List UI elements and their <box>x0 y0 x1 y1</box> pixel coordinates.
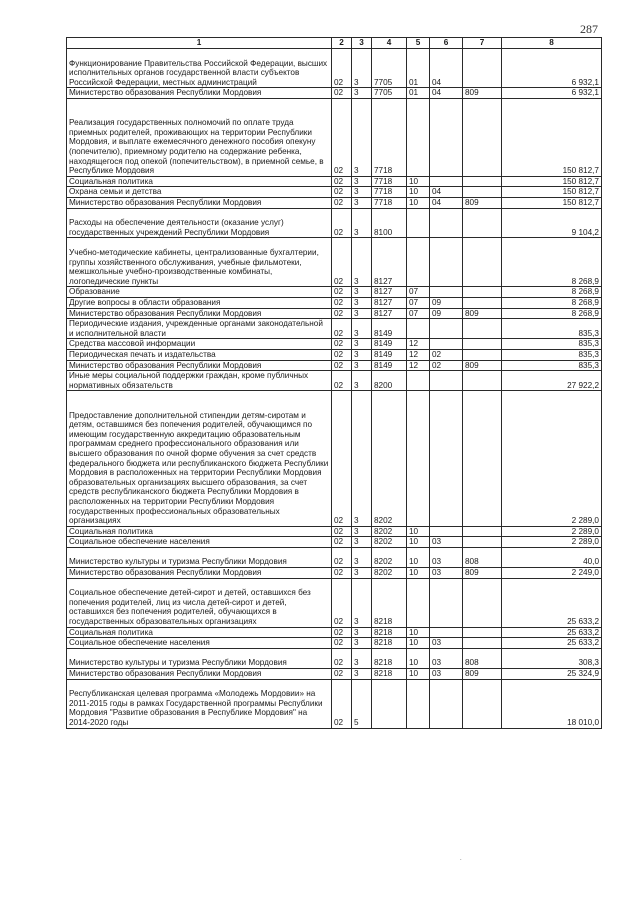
header-col-5: 5 <box>407 38 430 49</box>
table-header-row <box>67 38 602 49</box>
row-code-6 <box>430 627 463 638</box>
row-code-6: 03 <box>430 669 463 680</box>
row-code-4: 8218 <box>372 648 407 668</box>
row-code-5 <box>407 98 430 176</box>
row-code-3: 3 <box>352 391 372 526</box>
row-amount: 25 633,2 <box>502 578 602 627</box>
row-code-7 <box>463 98 502 176</box>
row-code-7 <box>463 287 502 298</box>
row-code-3: 3 <box>352 238 372 287</box>
header-col-4: 4 <box>372 38 407 49</box>
table-row <box>67 88 602 99</box>
row-code-2: 02 <box>332 308 352 319</box>
table-row <box>67 627 602 638</box>
row-code-5: 10 <box>407 187 430 198</box>
row-amount: 308,3 <box>502 648 602 668</box>
row-code-6: 03 <box>430 648 463 668</box>
row-amount: 6 932,1 <box>502 49 602 88</box>
row-code-5: 10 <box>407 627 430 638</box>
header-col-6: 6 <box>430 38 463 49</box>
row-name: Социальная политика <box>67 176 332 187</box>
row-name: Предоставление дополнительной стипендии детям-сиротам и детям, оставшимся без попечения родителей, обучающимся по имеющим государственную аккредитацию образовательным программам среднего профессионального образования или высшего образования по очной форме обучения за счет средств федерального бюджета или республиканского бюджета Республики Мордовия в расположенных на территории Республики Мордовия образовательных организациях высшего образования, за счет средств республиканского бюджета Республики Мордовия в расположенных на территории Республики Мордовия государственных профессиональных образовательных организациях <box>67 391 332 526</box>
row-code-6 <box>430 319 463 339</box>
row-code-4: 8149 <box>372 360 407 371</box>
row-code-2: 02 <box>332 627 352 638</box>
table-row <box>67 526 602 537</box>
row-amount: 150 812,7 <box>502 197 602 208</box>
row-code-3: 3 <box>352 360 372 371</box>
row-code-5: 01 <box>407 49 430 88</box>
row-code-3: 3 <box>352 98 372 176</box>
row-amount: 835,3 <box>502 349 602 360</box>
row-name: Социальное обеспечение населения <box>67 537 332 548</box>
table-row <box>67 238 602 287</box>
row-code-7 <box>463 578 502 627</box>
row-code-3: 3 <box>352 176 372 187</box>
row-name: Расходы на обеспечение деятельности (оказание услуг) государственных учреждений Республики Мордовия <box>67 208 332 238</box>
row-code-7 <box>463 49 502 88</box>
row-amount: 2 289,0 <box>502 537 602 548</box>
row-code-5: 07 <box>407 297 430 308</box>
row-name: Периодические издания, учрежденные органами законодательной и исполнительной власти <box>67 319 332 339</box>
table-row <box>67 349 602 360</box>
row-name: Министерство образования Республики Мордовия <box>67 360 332 371</box>
row-code-5: 10 <box>407 669 430 680</box>
row-code-6 <box>430 578 463 627</box>
row-name: Реализация государственных полномочий по оплате труда приемных родителей, проживающих на территории Республики Мордовия, и выплате ежемесячного денежного пособия опекуну (попечителю), приемному родителю на содержание ребенка, находящегося под опекой (попечительством), в приемной семье, в Республике Мордовия <box>67 98 332 176</box>
row-code-5: 12 <box>407 339 430 350</box>
row-code-2: 02 <box>332 197 352 208</box>
row-name: Иные меры социальной поддержки граждан, кроме публичных нормативных обязательств <box>67 371 332 391</box>
row-amount: 25 324,9 <box>502 669 602 680</box>
row-code-4: 8218 <box>372 578 407 627</box>
row-name: Охрана семьи и детства <box>67 187 332 198</box>
row-name: Министерство культуры и туризма Республики Мордовия <box>67 648 332 668</box>
row-name: Социальное обеспечение детей-сирот и детей, оставшихся без попечения родителей, лиц из числа детей-сирот и детей, оставшихся без попечения родителей, обучающихся в государственных образовательных организациях <box>67 578 332 627</box>
row-code-3: 3 <box>352 669 372 680</box>
budget-table <box>66 37 602 729</box>
row-amount: 2 289,0 <box>502 391 602 526</box>
row-code-6: 04 <box>430 88 463 99</box>
table-row <box>67 49 602 88</box>
row-code-5: 07 <box>407 287 430 298</box>
row-code-4: 8202 <box>372 547 407 567</box>
row-amount: 6 932,1 <box>502 88 602 99</box>
row-code-4: 8218 <box>372 638 407 649</box>
table-row <box>67 208 602 238</box>
row-code-6 <box>430 287 463 298</box>
row-amount: 150 812,7 <box>502 98 602 176</box>
table-row <box>67 319 602 339</box>
row-code-2: 02 <box>332 49 352 88</box>
row-code-5: 01 <box>407 88 430 99</box>
table-row <box>67 297 602 308</box>
row-code-2: 02 <box>332 391 352 526</box>
row-code-3: 3 <box>352 526 372 537</box>
row-code-7: 808 <box>463 547 502 567</box>
row-code-6 <box>430 371 463 391</box>
row-code-5: 07 <box>407 308 430 319</box>
row-code-2: 02 <box>332 578 352 627</box>
row-code-3: 5 <box>352 679 372 728</box>
row-code-6 <box>430 391 463 526</box>
row-code-4: 8202 <box>372 526 407 537</box>
row-code-4: 8149 <box>372 349 407 360</box>
row-code-4: 8218 <box>372 669 407 680</box>
row-name: Министерство образования Республики Мордовия <box>67 568 332 579</box>
row-code-2: 02 <box>332 319 352 339</box>
table-row <box>67 287 602 298</box>
row-code-3: 3 <box>352 88 372 99</box>
row-code-2: 02 <box>332 98 352 176</box>
row-code-6: 04 <box>430 187 463 198</box>
row-code-4: 8202 <box>372 568 407 579</box>
row-code-6: 02 <box>430 360 463 371</box>
row-name: Средства массовой информации <box>67 339 332 350</box>
row-code-6 <box>430 208 463 238</box>
row-code-6 <box>430 679 463 728</box>
row-code-6 <box>430 98 463 176</box>
row-amount: 2 249,0 <box>502 568 602 579</box>
row-code-3: 3 <box>352 319 372 339</box>
row-amount: 8 268,9 <box>502 308 602 319</box>
table-body <box>67 49 602 729</box>
row-code-4: 7718 <box>372 197 407 208</box>
row-name: Функционирование Правительства Российской Федерации, высших исполнительных органов государственной власти субъектов Российской Федерации, местных администраций <box>67 49 332 88</box>
row-code-6 <box>430 526 463 537</box>
row-code-7: 809 <box>463 308 502 319</box>
row-code-7 <box>463 238 502 287</box>
row-amount: 25 633,2 <box>502 638 602 649</box>
table-row <box>67 360 602 371</box>
row-code-5 <box>407 371 430 391</box>
row-code-3: 3 <box>352 648 372 668</box>
row-code-3: 3 <box>352 627 372 638</box>
row-code-6: 03 <box>430 537 463 548</box>
row-code-2: 02 <box>332 547 352 567</box>
table-row <box>67 578 602 627</box>
row-code-7 <box>463 297 502 308</box>
row-code-5: 10 <box>407 568 430 579</box>
row-code-6: 09 <box>430 297 463 308</box>
row-code-6: 04 <box>430 197 463 208</box>
row-code-2: 02 <box>332 526 352 537</box>
row-amount: 8 268,9 <box>502 287 602 298</box>
row-code-4: 8149 <box>372 319 407 339</box>
row-name: Учебно-методические кабинеты, централизованные бухгалтерии, группы хозяйственного обслуживания, учебные фильмотеки, межшкольные учебно-производственные комбинаты, логопедические пункты <box>67 238 332 287</box>
row-code-5 <box>407 679 430 728</box>
row-code-7 <box>463 537 502 548</box>
row-name: Социальная политика <box>67 627 332 638</box>
row-amount: 150 812,7 <box>502 187 602 198</box>
row-code-7 <box>463 339 502 350</box>
row-amount: 8 268,9 <box>502 238 602 287</box>
row-amount: 2 289,0 <box>502 526 602 537</box>
row-code-6 <box>430 238 463 287</box>
row-code-7 <box>463 526 502 537</box>
row-amount: 835,3 <box>502 339 602 350</box>
row-amount: 150 812,7 <box>502 176 602 187</box>
row-code-2: 02 <box>332 297 352 308</box>
row-amount: 40,0 <box>502 547 602 567</box>
row-code-4: 7718 <box>372 176 407 187</box>
row-code-3: 3 <box>352 197 372 208</box>
row-code-4: 7718 <box>372 98 407 176</box>
row-code-5 <box>407 319 430 339</box>
row-code-6: 02 <box>430 349 463 360</box>
header-col-3: 3 <box>352 38 372 49</box>
row-code-7 <box>463 627 502 638</box>
table-row <box>67 537 602 548</box>
table-row <box>67 638 602 649</box>
table-row <box>67 547 602 567</box>
row-code-7 <box>463 319 502 339</box>
row-code-5 <box>407 208 430 238</box>
row-code-5: 10 <box>407 197 430 208</box>
row-code-7: 809 <box>463 568 502 579</box>
table-row <box>67 176 602 187</box>
row-code-7 <box>463 638 502 649</box>
row-amount: 27 922,2 <box>502 371 602 391</box>
row-code-2: 02 <box>332 648 352 668</box>
row-code-7 <box>463 349 502 360</box>
row-code-5 <box>407 578 430 627</box>
row-amount: 835,3 <box>502 360 602 371</box>
row-code-4: 8200 <box>372 371 407 391</box>
row-name: Социальная политика <box>67 526 332 537</box>
row-code-7: 809 <box>463 197 502 208</box>
row-code-5: 10 <box>407 547 430 567</box>
row-code-2: 02 <box>332 371 352 391</box>
row-code-4: 8202 <box>372 537 407 548</box>
row-code-6: 03 <box>430 638 463 649</box>
row-code-4: 8127 <box>372 297 407 308</box>
row-code-3: 3 <box>352 638 372 649</box>
row-code-5: 10 <box>407 526 430 537</box>
row-code-5: 10 <box>407 648 430 668</box>
row-code-3: 3 <box>352 187 372 198</box>
table-row <box>67 98 602 176</box>
row-code-4: 8202 <box>372 391 407 526</box>
header-col-8: 8 <box>502 38 602 49</box>
row-code-7 <box>463 187 502 198</box>
header-col-2: 2 <box>332 38 352 49</box>
row-code-3: 3 <box>352 308 372 319</box>
row-name: Министерство культуры и туризма Республики Мордовия <box>67 547 332 567</box>
row-amount: 835,3 <box>502 319 602 339</box>
row-code-6: 09 <box>430 308 463 319</box>
row-code-2: 02 <box>332 537 352 548</box>
row-code-4: 7705 <box>372 88 407 99</box>
row-amount: 8 268,9 <box>502 297 602 308</box>
row-code-2: 02 <box>332 568 352 579</box>
table-row <box>67 197 602 208</box>
row-code-5: 12 <box>407 360 430 371</box>
row-name: Министерство образования Республики Мордовия <box>67 88 332 99</box>
row-code-7: 809 <box>463 669 502 680</box>
row-code-6: 03 <box>430 547 463 567</box>
row-code-2: 02 <box>332 349 352 360</box>
row-name: Министерство образования Республики Мордовия <box>67 669 332 680</box>
header-col-7: 7 <box>463 38 502 49</box>
table-row <box>67 669 602 680</box>
row-name: Республиканская целевая программа «Молодежь Мордовии» на 2011-2015 годы в рамках Государственной программы Республики Мордовия "Развитие образования в Республике Мордовия" на 2014-2020 годы <box>67 679 332 728</box>
row-code-7 <box>463 391 502 526</box>
row-code-4: 7705 <box>372 49 407 88</box>
row-code-7 <box>463 208 502 238</box>
table-row <box>67 371 602 391</box>
row-code-3: 3 <box>352 287 372 298</box>
row-amount: 18 010,0 <box>502 679 602 728</box>
row-code-4: 8218 <box>372 627 407 638</box>
row-code-2: 02 <box>332 339 352 350</box>
row-code-2: 02 <box>332 638 352 649</box>
row-code-5 <box>407 391 430 526</box>
row-code-3: 3 <box>352 568 372 579</box>
table-row <box>67 187 602 198</box>
row-code-7 <box>463 679 502 728</box>
row-code-7 <box>463 176 502 187</box>
row-code-2: 02 <box>332 176 352 187</box>
row-code-6 <box>430 339 463 350</box>
row-code-3: 3 <box>352 49 372 88</box>
row-name: Социальное обеспечение населения <box>67 638 332 649</box>
row-amount: 25 633,2 <box>502 627 602 638</box>
table-row <box>67 648 602 668</box>
row-name: Образование <box>67 287 332 298</box>
table-row <box>67 568 602 579</box>
row-code-7 <box>463 371 502 391</box>
table-row <box>67 679 602 728</box>
row-code-3: 3 <box>352 578 372 627</box>
row-code-2: 02 <box>332 187 352 198</box>
row-code-2: 02 <box>332 287 352 298</box>
row-code-3: 3 <box>352 537 372 548</box>
row-code-4: 8127 <box>372 308 407 319</box>
row-code-7: 809 <box>463 360 502 371</box>
row-code-3: 3 <box>352 297 372 308</box>
row-code-5: 10 <box>407 638 430 649</box>
row-name: Другие вопросы в области образования <box>67 297 332 308</box>
row-name: Министерство образования Республики Мордовия <box>67 308 332 319</box>
row-code-6: 03 <box>430 568 463 579</box>
row-code-4: 8149 <box>372 339 407 350</box>
bottom-mark: . <box>460 856 462 862</box>
row-name: Периодическая печать и издательства <box>67 349 332 360</box>
header-col-1: 1 <box>67 38 332 49</box>
page-number: 287 <box>580 22 598 36</box>
row-amount: 9 104,2 <box>502 208 602 238</box>
row-code-4: 7718 <box>372 187 407 198</box>
table-row <box>67 391 602 526</box>
row-code-5: 12 <box>407 349 430 360</box>
row-code-2: 02 <box>332 360 352 371</box>
row-code-2: 02 <box>332 88 352 99</box>
row-code-3: 3 <box>352 208 372 238</box>
row-code-3: 3 <box>352 547 372 567</box>
row-code-5: 10 <box>407 537 430 548</box>
row-code-3: 3 <box>352 339 372 350</box>
row-code-7: 809 <box>463 88 502 99</box>
row-code-2: 02 <box>332 669 352 680</box>
table-row <box>67 308 602 319</box>
row-name: Министерство образования Республики Мордовия <box>67 197 332 208</box>
row-code-5: 10 <box>407 176 430 187</box>
row-code-2: 02 <box>332 679 352 728</box>
row-code-4: 8127 <box>372 238 407 287</box>
row-code-3: 3 <box>352 349 372 360</box>
row-code-4 <box>372 679 407 728</box>
table-row <box>67 339 602 350</box>
row-code-2: 02 <box>332 238 352 287</box>
row-code-3: 3 <box>352 371 372 391</box>
row-code-4: 8127 <box>372 287 407 298</box>
row-code-4: 8100 <box>372 208 407 238</box>
row-code-2: 02 <box>332 208 352 238</box>
row-code-7: 808 <box>463 648 502 668</box>
row-code-5 <box>407 238 430 287</box>
row-code-6 <box>430 176 463 187</box>
row-code-6: 04 <box>430 49 463 88</box>
